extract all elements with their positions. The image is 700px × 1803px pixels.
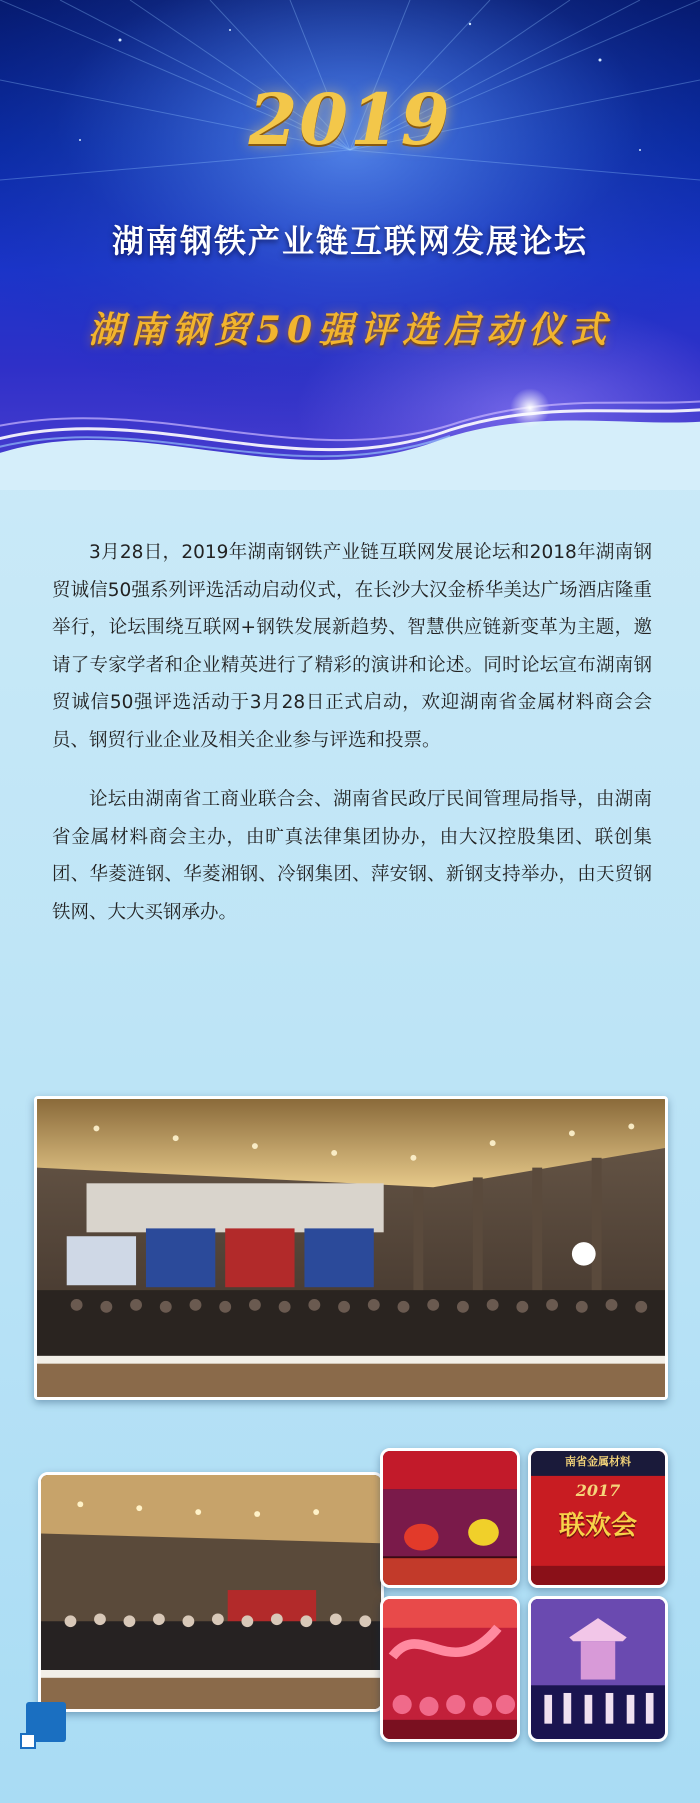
article-body (52, 534, 652, 931)
gala-banner-photo (528, 1448, 668, 1588)
light-wave-decoration (0, 400, 700, 490)
banner-year: 2019 (248, 78, 452, 161)
gala-banner-title: 联欢会 (558, 1511, 637, 1541)
fan-dance-photo (380, 1596, 520, 1742)
forum-hall-photo (34, 1096, 668, 1400)
article-paragraph-2: 论坛由湖南省工商业联合会、湖南省民政厅民间管理局指导，由湖南省金属材料商会主办，由旷真法律集团协办，由大汉控股集团、联创集团、华菱涟钢、华菱湘钢、冷钢集团、萍安钢、新钢支持举办，由天贸钢铁网、大大买钢承办。 (52, 789, 652, 923)
header-banner (0, 0, 700, 490)
gala-banner-line1: 南省金属材料 (565, 1455, 631, 1468)
article-paragraph-1: 3月28日，2019年湖南钢铁产业链互联网发展论坛和2018年湖南钢贸诚信50强系列评选活动启动仪式，在长沙大汉金桥华美达广场酒店隆重举行，论坛围绕互联网+钢铁发展新趋势、智慧供应链新变革为主题，邀请了专家学者和企业精英进行了精彩的演讲和论述。同时论坛宣布湖南钢贸诚信50强评选活动于3月28日正式启动，欢迎湖南省金属材料商会会员、钢贸行业企业及相关企业参与评选和投票。 (52, 542, 652, 751)
banner-title: 湖南钢铁产业链互联网发展论坛 (111, 222, 588, 260)
white-square-decoration (20, 1733, 36, 1749)
qipao-show-photo (528, 1596, 668, 1742)
lens-flare (510, 388, 550, 428)
gala-banner-year: 2017 (575, 1481, 621, 1500)
banner-subtitle: 湖南钢贸50强评选启动仪式 (87, 309, 613, 351)
lion-dance-photo (380, 1448, 520, 1588)
guests-standing-photo (38, 1472, 384, 1712)
